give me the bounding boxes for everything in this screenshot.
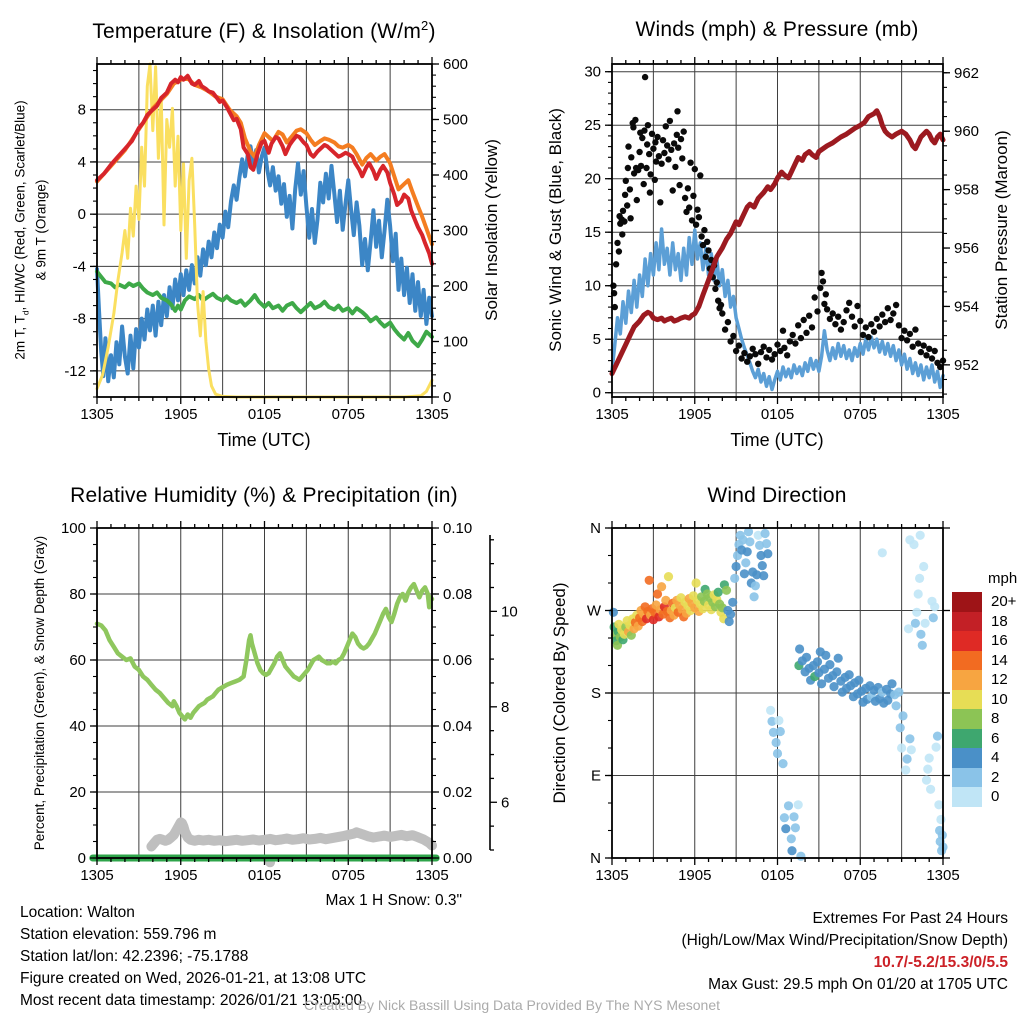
svg-text:E: E	[590, 767, 601, 785]
svg-text:0: 0	[77, 850, 86, 867]
legend-row-14	[952, 651, 1017, 671]
svg-text:0105: 0105	[247, 867, 282, 884]
svg-text:N: N	[590, 850, 601, 867]
direction-y-axis-label: Direction (Colored By Speed)	[550, 582, 569, 804]
svg-text:8: 8	[501, 698, 510, 716]
wind-gusts	[610, 74, 946, 370]
wind-speed-legend	[952, 570, 1017, 807]
svg-text:-8: -8	[72, 310, 86, 328]
svg-text:W: W	[586, 602, 601, 620]
temperature-insolation-plot	[64, 56, 468, 423]
svg-text:0.00: 0.00	[443, 850, 473, 867]
svg-text:1905: 1905	[678, 406, 712, 423]
svg-text:0.10: 0.10	[443, 520, 473, 537]
svg-text:8: 8	[77, 101, 86, 119]
svg-text:956: 956	[954, 240, 980, 258]
figure-created-timestamp: Figure created on Wed, 2026-01-21, at 13:08 UTC	[20, 970, 367, 987]
svg-text:100: 100	[443, 333, 469, 351]
extremes-block	[682, 908, 1009, 996]
direction-colored-by-speed	[609, 527, 948, 861]
svg-text:0.02: 0.02	[443, 784, 473, 801]
svg-text:958: 958	[954, 181, 980, 199]
legend-row-0	[952, 787, 1017, 807]
station-latlon: Station lat/lon: 42.2396; -75.1788	[20, 948, 249, 965]
svg-text:960: 960	[954, 123, 980, 141]
svg-text:0705: 0705	[331, 406, 365, 423]
legend-row-10	[952, 690, 1017, 710]
svg-text:20: 20	[584, 170, 601, 188]
legend-swatch	[952, 787, 982, 807]
svg-text:N: N	[590, 520, 601, 537]
temperature-y-axis-label: 2m T, $T_d$, HI/WC (Red, Green, Scarlet/Blue) & 9m T (Orange)	[12, 100, 49, 360]
svg-text:10: 10	[584, 277, 601, 295]
svg-text:-12: -12	[64, 362, 86, 380]
svg-text:0705: 0705	[843, 867, 877, 884]
station-location: Location: Walton	[20, 904, 135, 921]
legend-label: 4	[991, 749, 1000, 767]
legend-swatch	[952, 651, 982, 671]
temperature-x-axis-label: Time (UTC)	[217, 430, 311, 450]
legend-swatch	[952, 592, 982, 612]
legend-swatch	[952, 612, 982, 632]
svg-text:400: 400	[443, 167, 469, 184]
legend-title: mph	[988, 570, 1018, 587]
svg-text:1305: 1305	[595, 406, 629, 423]
winds-chart-title: Winds (mph) & Pressure (mb)	[635, 18, 919, 41]
legend-row-6	[952, 729, 1017, 749]
legend-label: 20+	[991, 593, 1017, 611]
svg-text:1905: 1905	[678, 867, 712, 884]
station-elevation: Station elevation: 559.796 m	[20, 926, 217, 943]
legend-label: 6	[991, 729, 1000, 747]
wind-direction-chart-title: Wind Direction	[707, 484, 847, 507]
legend-row-2	[952, 768, 1017, 788]
svg-text:20: 20	[69, 784, 86, 801]
svg-text:1905: 1905	[164, 867, 198, 884]
legend-label: 10	[991, 690, 1008, 708]
station-info	[20, 902, 366, 1012]
svg-text:200: 200	[443, 278, 469, 295]
legend-swatch	[952, 631, 982, 651]
svg-text:1305: 1305	[595, 867, 629, 884]
extremes-subheading: (High/Low/Max Wind/Precipitation/Snow Depth)	[681, 932, 1008, 949]
svg-text:0705: 0705	[843, 406, 877, 423]
legend-row-16	[952, 631, 1017, 651]
svg-text:0: 0	[592, 384, 601, 402]
legend-row-8	[952, 709, 1017, 729]
svg-text:10: 10	[501, 603, 518, 621]
insolation-y-axis-label: Solar Insolation (Yellow)	[482, 139, 501, 321]
svg-text:0105: 0105	[760, 406, 795, 423]
svg-text:0.08: 0.08	[443, 586, 473, 603]
svg-text:0105: 0105	[247, 406, 282, 423]
svg-text:0705: 0705	[331, 867, 365, 884]
legend-swatch	[952, 670, 982, 690]
legend-row-4	[952, 748, 1017, 768]
svg-text:0: 0	[77, 206, 86, 224]
svg-text:-4: -4	[72, 258, 86, 276]
svg-text:40: 40	[69, 718, 86, 735]
svg-text:30: 30	[584, 63, 601, 81]
svg-text:80: 80	[69, 586, 86, 603]
recent-data-timestamp: Most recent data timestamp: 2026/01/21 13:05:00	[20, 992, 363, 1009]
humidity-precip-plot	[61, 520, 518, 884]
humidity-chart-title: Relative Humidity (%) & Precipitation (in)	[70, 484, 458, 507]
legend-swatch	[952, 729, 982, 749]
winds-pressure-plot	[584, 57, 979, 423]
legend-label: 0	[991, 788, 1000, 806]
legend-label: 8	[991, 710, 1000, 728]
legend-rows	[952, 592, 1017, 807]
svg-text:S: S	[590, 685, 601, 702]
legend-swatch	[952, 768, 982, 788]
legend-row-20	[952, 592, 1017, 612]
svg-text:300: 300	[443, 222, 469, 240]
legend-label: 14	[991, 651, 1008, 669]
svg-text:1305: 1305	[926, 867, 960, 884]
svg-text:1305: 1305	[415, 867, 449, 884]
winds-x-axis-label: Time (UTC)	[730, 430, 824, 450]
legend-label: 18	[991, 612, 1008, 630]
svg-text:0105: 0105	[760, 867, 795, 884]
humidity-y-axis-label: Percent, Precipitation (Green), & Snow Depth (Gray)	[32, 535, 47, 851]
svg-text:600: 600	[443, 56, 469, 73]
svg-text:0.06: 0.06	[443, 652, 473, 669]
credit-text: Created By Nick Bassill Using Data Provided By The NYS Mesonet	[303, 997, 721, 1013]
max-gust-text: Max Gust: 29.5 mph On 01/20 at 1705 UTC	[708, 976, 1008, 993]
svg-text:100: 100	[60, 520, 86, 537]
pressure-y-axis-label: Station Pressure (Maroon)	[992, 130, 1011, 330]
svg-text:5: 5	[592, 331, 601, 349]
legend-label: 12	[991, 671, 1008, 689]
svg-text:15: 15	[584, 224, 601, 242]
legend-label: 16	[991, 632, 1008, 650]
legend-swatch	[952, 748, 982, 768]
svg-text:954: 954	[954, 298, 980, 316]
legend-swatch	[952, 709, 982, 729]
extremes-heading: Extremes For Past 24 Hours	[812, 910, 1008, 927]
svg-text:1305: 1305	[80, 867, 114, 884]
svg-text:60: 60	[69, 652, 86, 669]
svg-text:1905: 1905	[164, 406, 198, 423]
svg-text:1305: 1305	[415, 406, 449, 423]
wind-y-axis-label: Sonic Wind & Gust (Blue, Black)	[546, 108, 565, 352]
svg-text:6: 6	[501, 794, 510, 812]
legend-label: 2	[991, 768, 1000, 786]
svg-text:0: 0	[443, 389, 452, 406]
legend-row-12	[952, 670, 1017, 690]
svg-text:952: 952	[954, 356, 980, 374]
svg-text:962: 962	[954, 64, 980, 82]
max-snow-annotation: Max 1 H Snow: 0.3"	[325, 892, 462, 909]
svg-text:1305: 1305	[80, 406, 114, 423]
legend-row-18	[952, 612, 1017, 632]
svg-text:0.04: 0.04	[443, 718, 473, 735]
svg-text:4: 4	[77, 153, 86, 171]
svg-text:500: 500	[443, 111, 469, 129]
temperature-chart-title: Temperature (F) & Insolation $(W/m^2)$	[92, 18, 436, 43]
svg-text:1305: 1305	[926, 406, 960, 423]
wind-direction-plot	[587, 520, 960, 884]
legend-swatch	[952, 690, 982, 710]
extremes-values: 10.7/-5.2/15.3/0/5.5	[873, 954, 1008, 971]
svg-text:25: 25	[584, 117, 601, 135]
